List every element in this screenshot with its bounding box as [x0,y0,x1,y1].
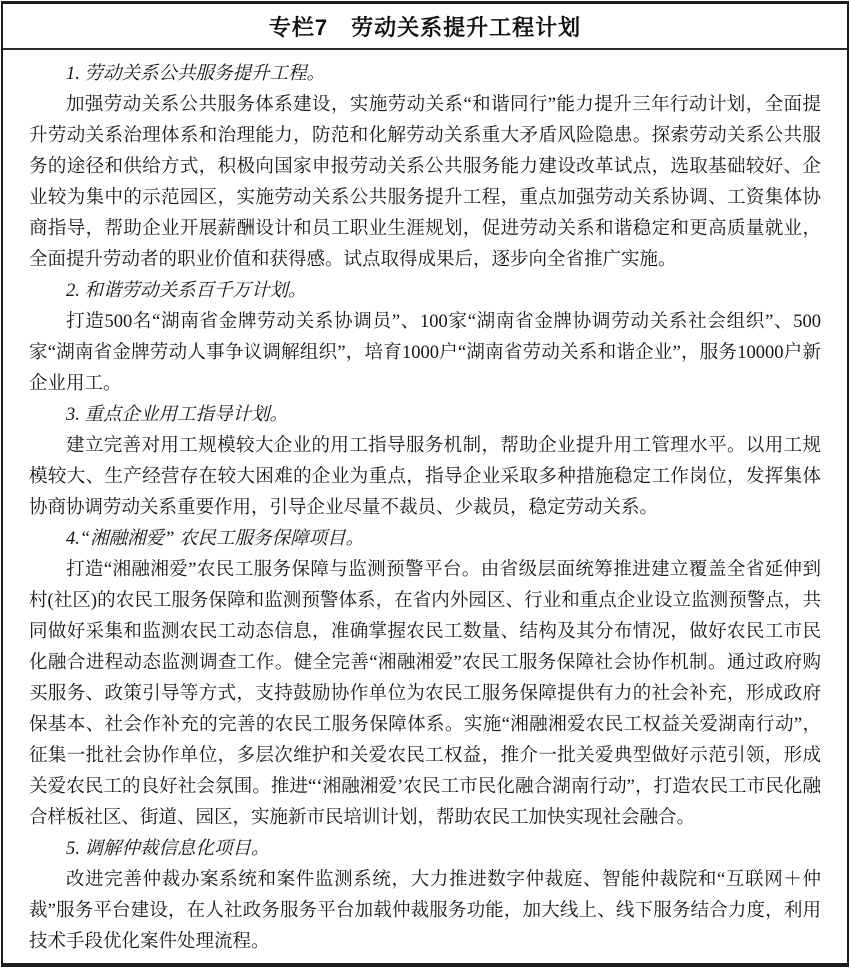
item-body: 建立完善对用工规模较大企业的用工指导服务机制，帮助企业提升用工管理水平。以用工规模较大、生产经营存在较大困难的企业为重点，指导企业采取多种措施稳定工作岗位，发挥集体协商协调劳动关系重要作用，引导企业尽量不裁员、少裁员，稳定劳动关系。 [29,436,821,518]
item-body: 打造“湘融湘爱”农民工服务保障与监测预警平台。由省级层面统筹推进建立覆盖全省延伸到村(社区)的农民工服务保障和监测预警体系，在省内外园区、行业和重点企业设立监测预警点，共同做好采集和监测农民工动态信息，准确掌握农民工数量、结构及其分布情况，做好农民工市民化融合进程动态监测调查工作。健全完善“湘融湘爱”农民工服务保障社会协作机制。通过政府购买服务、政策引导等方式，支持鼓励协作单位为农民工服务保障提供有力的社会补充，形成政府保基本、社会作补充的完善的农民工服务保障体系。实施“湘融湘爱农民工权益关爱湖南行动”，征集一批社会协作单位，多层次维护和关爱农民工权益，推介一批关爱典型做好示范引领，形成关爱农民工的良好社会氛围。推进“‘湘融湘爱’农民工市民化融合湖南行动”，打造农民工市民化融合样板社区、街道、园区，实施新市民培训计划，帮助农民工加快实现社会融合。 [29,560,821,828]
item-body: 打造500名“湖南省金牌劳动关系协调员”、100家“湖南省金牌协调劳动关系社会组织”、500家“湖南省金牌劳动人事争议调解组织”，培育1000户“湖南省劳动关系和谐企业”，服务10000户新企业用工。 [29,312,821,394]
item-heading: 5. 调解仲裁信息化项目。 [66,839,270,859]
item-heading: 4.“湘融湘爱” 农民工服务保障项目。 [66,529,365,549]
panel-title-bar [3,4,847,50]
item-body: 改进完善仲裁办案系统和案件监测系统，大力推进数字仲裁庭、智能仲裁院和“互联网＋仲裁”服务平台建设，在人社政务服务平台加载仲裁服务功能，加大线上、线下服务结合力度，利用技术手段优化案件处理流程。 [29,870,821,952]
item-heading: 2. 和谐劳动关系百千万计划。 [66,281,307,301]
item-heading: 3. 重点企业用工指导计划。 [66,405,289,425]
item-body: 加强劳动关系公共服务体系建设，实施劳动关系“和谐同行”能力提升三年行动计划，全面提升劳动关系治理体系和治理能力，防范和化解劳动关系重大矛盾风险隐患。探索劳动关系公共服务的途径和供给方式，积极向国家申报劳动关系公共服务能力建设改革试点，选取基础较好、企业较为集中的示范园区，实施劳动关系公共服务提升工程，重点加强劳动关系协调、工资集体协商指导，帮助企业开展薪酬设计和员工职业生涯规划，促进劳动关系和谐稳定和更高质量就业，全面提升劳动者的职业价值和获得感。试点取得成果后，逐步向全省推广实施。 [29,95,821,270]
panel-title: 专栏7 劳动关系提升工程计划 [268,14,582,40]
panel-items [3,50,847,963]
item-heading: 1. 劳动关系公共服务提升工程。 [66,64,326,84]
column-panel [1,1,849,967]
